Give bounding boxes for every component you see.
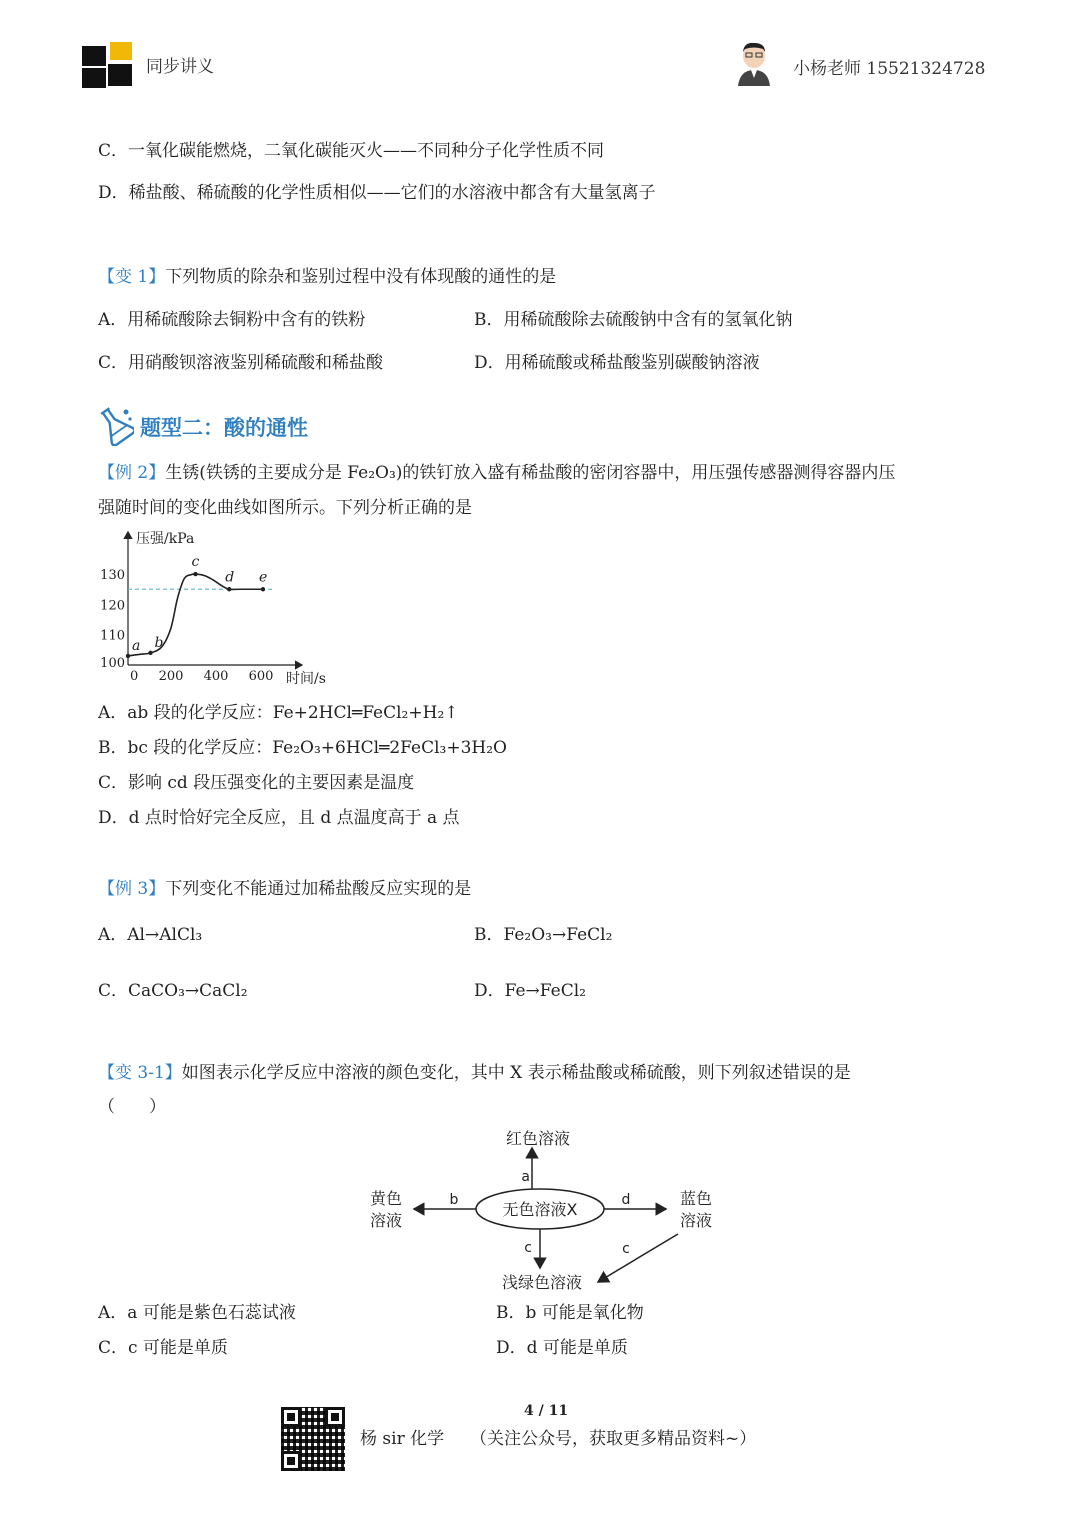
var1-option-d: D．用稀硫酸或稀盐酸鉴别碳酸钠溶液 bbox=[474, 353, 760, 373]
label-c2: c bbox=[622, 1241, 630, 1257]
y-tick-label: 100 bbox=[100, 656, 125, 671]
section-title: 题型二：酸的通性 bbox=[140, 416, 308, 440]
var31-option-c: C．c 可能是单质 bbox=[98, 1338, 228, 1358]
var31-option-a: A．a 可能是紫色石蕊试液 bbox=[98, 1303, 296, 1323]
ex2-option-a: A．ab 段的化学反应：Fe+2HCl═FeCl₂+H₂↑ bbox=[98, 703, 459, 723]
var1-tag: 【变 1】 bbox=[98, 267, 166, 287]
x-tick-label: 200 bbox=[158, 669, 184, 684]
logo-icon bbox=[80, 40, 136, 90]
teacher-contact: 小杨老师 15521324728 bbox=[793, 59, 986, 79]
var1-stem-line bbox=[98, 266, 556, 288]
ex3-option-d: D．Fe→FeCl₂ bbox=[474, 981, 586, 1001]
var31-paren: （ ） bbox=[98, 1097, 166, 1117]
point-label-c: c bbox=[191, 554, 200, 571]
ex3-stem-line bbox=[98, 878, 471, 900]
data-point-d bbox=[227, 587, 231, 591]
point-label-a: a bbox=[132, 637, 141, 654]
label-top: 红色溶液 bbox=[505, 1129, 571, 1148]
label-d: d bbox=[621, 1192, 631, 1208]
qr-code-icon bbox=[281, 1407, 345, 1471]
ex3-option-a: A．Al→AlCl₃ bbox=[98, 925, 203, 945]
x-tick-label: 0 bbox=[130, 669, 139, 684]
flask-icon bbox=[96, 404, 134, 446]
label-right-2: 溶液 bbox=[679, 1211, 713, 1230]
ex2-option-b: B．bc 段的化学反应：Fe₂O₃+6HCl═2FeCl₃+3H₂O bbox=[98, 738, 507, 758]
label-c: c bbox=[524, 1240, 532, 1256]
ex2-stem-line2: 强随时间的变化曲线如图所示。下列分析正确的是 bbox=[98, 498, 472, 518]
y-axis-label: 压强/kPa bbox=[136, 531, 195, 547]
label-b: b bbox=[449, 1192, 459, 1208]
point-label-b: b bbox=[154, 634, 164, 651]
arrow-c2 bbox=[598, 1234, 678, 1282]
label-right-1: 蓝色 bbox=[679, 1189, 713, 1208]
y-tick-label: 120 bbox=[100, 598, 125, 614]
label-bottom: 浅绿色溶液 bbox=[501, 1273, 583, 1292]
var31-option-d: D．d 可能是单质 bbox=[496, 1338, 628, 1358]
footer-slogan: （关注公众号，获取更多精品资料~） bbox=[470, 1429, 757, 1449]
x-tick-label: 600 bbox=[248, 669, 274, 684]
page-number: 4 / 11 bbox=[524, 1403, 569, 1419]
center-label: 无色溶液X bbox=[502, 1200, 578, 1219]
var31-option-b: B．b 可能是氧化物 bbox=[496, 1303, 644, 1323]
y-tick-label: 130 bbox=[100, 568, 125, 584]
data-point-b bbox=[148, 651, 152, 655]
label-left-1: 黄色 bbox=[369, 1189, 403, 1208]
label-a: a bbox=[521, 1169, 530, 1185]
ex3-tag: 【例 3】 bbox=[98, 879, 166, 899]
teacher-avatar-icon bbox=[734, 40, 774, 86]
data-point-a bbox=[126, 654, 130, 658]
ex3-option-c: C．CaCO₃→CaCl₂ bbox=[98, 981, 248, 1001]
prev-option-c: C．一氧化碳能燃烧，二氧化碳能灭火——不同种分子化学性质不同 bbox=[98, 141, 605, 161]
ex2-option-d: D．d 点时恰好完全反应，且 d 点温度高于 a 点 bbox=[98, 808, 460, 828]
data-point-c bbox=[193, 572, 197, 576]
ex2-option-c: C．影响 cd 段压强变化的主要因素是温度 bbox=[98, 773, 415, 793]
var31-tag: 【变 3-1】 bbox=[98, 1063, 182, 1083]
ex2-tag: 【例 2】 bbox=[98, 463, 166, 483]
ex3-stem: 下列变化不能通过加稀盐酸反应实现的是 bbox=[165, 879, 472, 899]
var1-option-a: A．用稀硫酸除去铜粉中含有的铁粉 bbox=[98, 310, 366, 330]
pressure-chart bbox=[96, 524, 346, 694]
x-axis-label: 时间/s bbox=[286, 671, 326, 687]
ex2-stem-l1: 生锈(铁锈的主要成分是 Fe₂O₃)的铁钉放入盛有稀盐酸的密闭容器中，用压强传感器测得容器内压 bbox=[165, 463, 896, 483]
ex3-option-b: B．Fe₂O₃→FeCl₂ bbox=[474, 925, 613, 945]
footer-brand: 杨 sir 化学 bbox=[360, 1429, 445, 1449]
ex2-stem-line1 bbox=[98, 462, 895, 484]
x-tick-label: 400 bbox=[203, 669, 229, 684]
point-label-d: d bbox=[225, 569, 235, 586]
var1-option-c: C．用硝酸钡溶液鉴别稀硫酸和稀盐酸 bbox=[98, 353, 384, 373]
header-title: 同步讲义 bbox=[146, 57, 214, 77]
var31-stem: 如图表示化学反应中溶液的颜色变化，其中 X 表示稀盐酸或稀硫酸，则下列叙述错误的是 bbox=[181, 1063, 851, 1083]
data-point-e bbox=[261, 587, 265, 591]
color-change-diagram bbox=[350, 1120, 730, 1300]
point-label-e: e bbox=[259, 569, 268, 586]
var1-option-b: B．用稀硫酸除去硫酸钠中含有的氢氧化钠 bbox=[474, 310, 793, 330]
pressure-curve bbox=[128, 574, 263, 656]
label-left-2: 溶液 bbox=[369, 1211, 403, 1230]
var1-stem: 下列物质的除杂和鉴别过程中没有体现酸的通性的是 bbox=[165, 267, 557, 287]
y-tick-label: 110 bbox=[100, 628, 125, 644]
prev-option-d: D．稀盐酸、稀硫酸的化学性质相似——它们的水溶液中都含有大量氢离子 bbox=[98, 183, 656, 203]
var31-stem-line bbox=[98, 1062, 851, 1084]
